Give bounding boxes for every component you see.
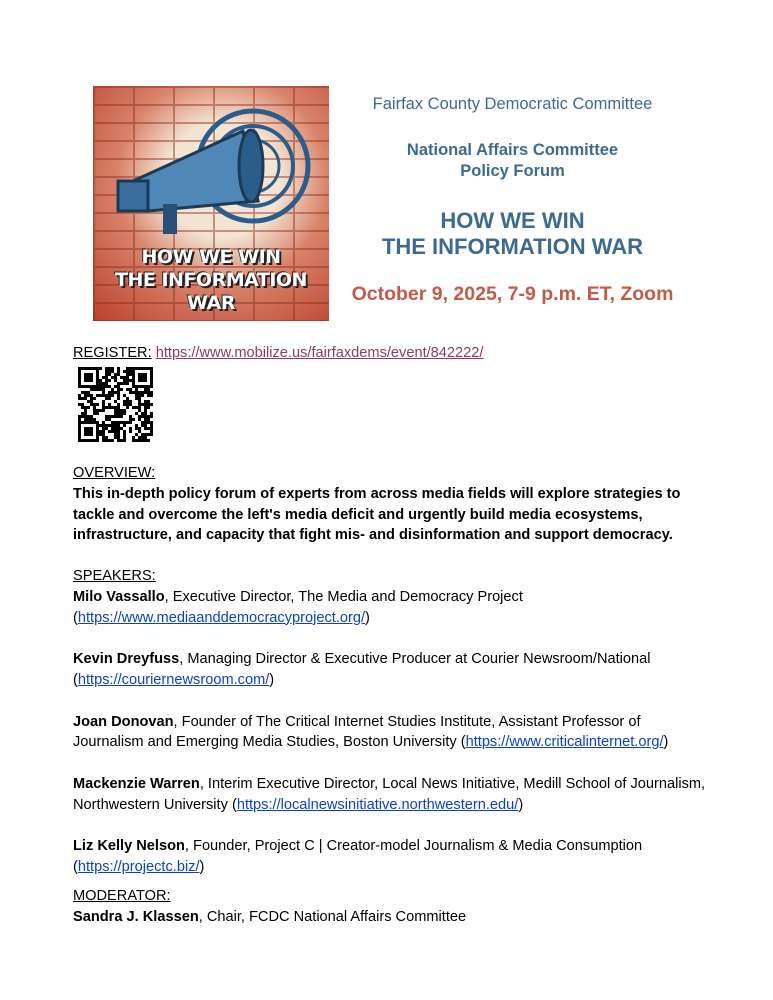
speaker-link[interactable]: https://www.mediaanddemocracyproject.org/ [77,609,366,626]
overview-section [73,463,753,546]
event-date: October 9, 2025, 7-9 p.m. ET, Zoom [351,283,674,305]
forum-subtitle: National Affairs Committee Policy Forum [406,141,619,180]
speaker-link[interactable]: https://couriernewsroom.com/ [77,671,270,688]
speaker-entry: Mackenzie Warren, Interim Executive Director, Local News Initiative, Medill School of Journalism, Northwestern University (https://localnewsinitiative.northwestern.edu/) [73,775,706,813]
event-title: HOW WE WIN THE INFORMATION WAR [381,208,644,259]
qr-code[interactable] [78,367,153,442]
speaker-entry: Kevin Dreyfuss, Managing Director & Executive Producer at Courier Newsroom/National (https://couriernewsroom.com/) [73,651,651,688]
speaker-link[interactable]: https://www.criticalinternet.org/ [465,734,664,751]
speaker-entry: Milo Vassallo, Executive Director, The Media and Democracy Project (https://www.mediaanddemocracyproject.org/) [73,588,523,626]
speaker-link[interactable]: https://projectc.biz/ [77,859,200,876]
megaphone-icon [93,86,329,246]
event-poster-image [93,86,329,321]
moderator-entry: Sandra J. Klassen, Chair, FCDC National Affairs Committee [73,908,467,925]
speaker-entry: Joan Donovan, Founder of The Critical Internet Studies Institute, Assistant Professor of Journalism and Emerging Media Studies, Boston University (https://www.criticalinternet.org/) [73,713,669,751]
register-link[interactable]: https://www.mobilize.us/fairfaxdems/event/842222/ [155,345,484,361]
speaker-entry: Liz Kelly Nelson, Founder, Project C | Creator-model Journalism & Media Consumption (https://projectc.biz/) [73,838,643,876]
moderator-label: MODERATOR: [73,888,171,904]
speaker-link[interactable]: https://localnewsinitiative.northwestern.edu/ [236,796,519,813]
poster-logo-text: HOW WE WIN THE INFORMATION WAR [115,246,307,314]
register-line [73,343,753,364]
overview-label: OVERVIEW: [73,465,156,481]
moderator-section [73,886,753,928]
speakers-section [73,566,753,878]
overview-text: This in-depth policy forum of experts from across media fields will explore strategies to tackle and overcome the left's media deficit and urgently build media ecosystems, infrastructure, and capacity that fight mis- and disinformation and support democracy. [73,485,681,544]
register-label: REGISTER: [73,345,152,361]
speakers-label: SPEAKERS: [73,568,156,584]
organization-name: Fairfax County Democratic Committee [372,95,653,113]
